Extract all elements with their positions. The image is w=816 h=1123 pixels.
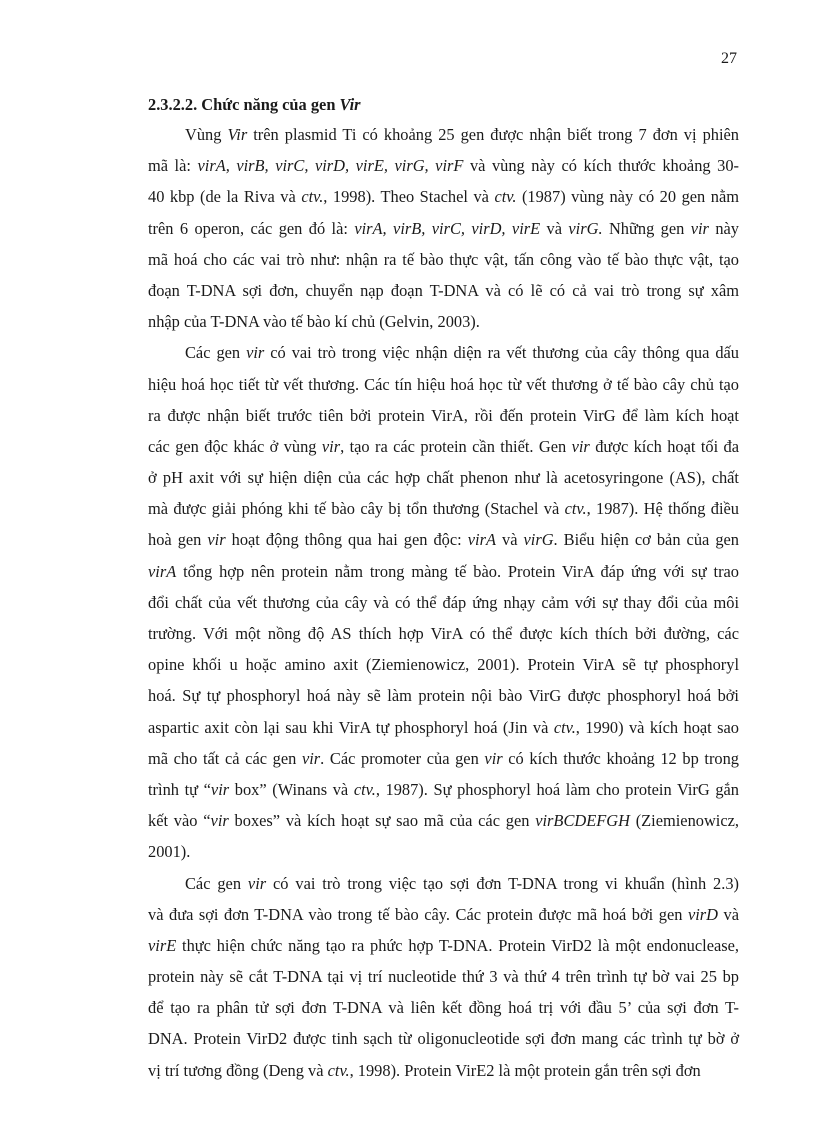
text-run: hoạt động thông qua hai gen độc:	[225, 530, 468, 550]
italic-text: virBCDEFGH	[535, 811, 630, 831]
text-run: và	[540, 218, 569, 238]
text-run: trên plasmid Ti có khoảng 25 gen được nhận biết trong 7 đơn vị phiên	[247, 125, 740, 144]
text-run: trên 6 operon, các gen đó là:	[148, 218, 355, 238]
text-run: , 1998). Protein VirE2 là một protein gắn trên sợi đơn	[349, 1060, 701, 1080]
text-line	[148, 244, 739, 275]
italic-text: vir	[210, 779, 230, 799]
text-run: aspartic axit còn lại sau khi VirA tự phosphoryl hoá (Jin và	[148, 717, 554, 737]
text-run: và vùng này có kích thước khoảng 30-	[463, 156, 739, 176]
italic-text: vir	[210, 811, 229, 831]
text-line	[148, 961, 739, 992]
text-line	[148, 462, 739, 493]
text-line	[148, 181, 739, 212]
text-line	[148, 337, 739, 368]
italic-text: ctv.	[301, 187, 324, 207]
text-run: mã hoá cho các vai trò như: nhận ra tế bào thực vật, tấn công vào tế bào thực vật, tạo	[148, 249, 739, 269]
italic-text: vir	[207, 530, 226, 550]
text-line	[148, 119, 739, 150]
italic-text: vir	[321, 436, 341, 456]
text-line	[148, 680, 739, 711]
text-run: trình tự “	[148, 779, 211, 799]
italic-text: vir	[484, 748, 503, 768]
text-run: DNA. Protein VirD2 được tinh sạch từ oligonucleotide sợi đơn mang các trình tự bờ ở	[148, 1029, 739, 1049]
text-run: opine khối u hoặc amino axit (Ziemienowicz, 2001). Protein VirA sẽ tự phosphoryl	[148, 655, 739, 675]
text-line	[148, 493, 739, 524]
section-heading-text: Chức năng của gen	[201, 95, 336, 114]
italic-text: virG	[523, 530, 554, 550]
text-line	[148, 774, 739, 805]
text-run: được kích hoạt tối đa	[589, 436, 739, 456]
text-line	[148, 1023, 739, 1054]
text-run: hoà gen	[148, 530, 208, 550]
section-heading	[148, 90, 739, 119]
italic-text: vir	[571, 436, 590, 456]
text-run: và	[718, 904, 739, 924]
italic-text: virA	[467, 530, 496, 550]
text-line	[148, 618, 739, 649]
text-run: kết vào “	[148, 811, 211, 831]
italic-text: virE	[148, 935, 177, 955]
paragraph	[148, 119, 739, 337]
text-run: và đưa sợi đơn T-DNA vào trong tế bào cây. Các protein được mã hoá bởi gen	[148, 904, 688, 924]
text-run: hiệu hoá học tiết từ vết thương. Các tín hiệu hoá học từ vết thương ở tế bào cây chủ tạo	[148, 374, 739, 394]
text-line	[148, 712, 739, 743]
section-body	[148, 90, 739, 1086]
text-line	[148, 275, 739, 306]
text-line	[148, 805, 739, 836]
italic-text: vir	[690, 218, 709, 238]
text-run: có kích thước khoảng 12 bp trong	[502, 748, 739, 768]
text-run: , tạo ra các protein cần thiết. Gen	[340, 436, 572, 456]
text-run: các gen độc khác ở vùng	[148, 436, 322, 456]
italic-text: vir	[247, 873, 267, 893]
text-line	[148, 587, 739, 618]
text-run: protein này sẽ cắt T-DNA tại vị trí nucleotide thứ 3 và thứ 4 trên trình tự bờ vai 25 bp	[148, 967, 739, 987]
italic-text: vir	[301, 748, 321, 768]
text-line	[148, 400, 739, 431]
text-line	[148, 306, 739, 337]
italic-text: ctv.	[564, 499, 587, 519]
text-run: , 1990) và kích hoạt sao	[575, 717, 739, 737]
italic-text: virA, virB, virC, virD, virE	[354, 218, 541, 238]
text-run: này	[708, 218, 739, 238]
text-line	[148, 556, 739, 587]
text-line	[148, 1055, 739, 1086]
text-run: ra được nhận biết trước tiên bởi protein VirA, rồi đến protein VirG để làm kích hoạt	[148, 405, 739, 425]
text-run: mã cho tất cả các gen	[148, 748, 302, 768]
text-line	[148, 930, 739, 961]
text-run: . Biểu hiện cơ bản của gen	[553, 530, 739, 550]
text-run: đoạn T-DNA sợi đơn, chuyển nạp đoạn T-DNA và có lẽ có cả vai trò trong sự xâm	[148, 280, 739, 300]
text-run: , 1987). Sự phosphoryl hoá làm cho protein VirG gắn	[375, 779, 739, 799]
text-line	[148, 213, 739, 244]
text-run: và	[495, 530, 524, 550]
italic-text: ctv.	[494, 187, 517, 207]
text-run: Những gen	[602, 218, 691, 238]
italic-text: virA, virB, virC, virD, virE, virG, virF	[197, 156, 464, 176]
text-run: Các gen	[185, 343, 247, 363]
page-number: 27	[721, 50, 737, 67]
text-run: (1987) vùng này có 20 gen nằm	[516, 187, 739, 207]
text-run: ở pH axit với sự hiện diện của các hợp chất phenon như là acetosyringone (AS), chất	[148, 468, 739, 488]
text-run: để tạo ra phân tử sợi đơn T-DNA và liên kết đồng hoá trị với đầu 5’ của sợi đơn T-	[148, 998, 739, 1018]
italic-text: Vir	[227, 125, 248, 144]
text-line	[148, 431, 739, 462]
italic-text: virA	[148, 561, 177, 581]
italic-text: ctv.	[353, 779, 376, 799]
text-line	[148, 992, 739, 1023]
section-heading-number: 2.3.2.2.	[148, 95, 198, 114]
text-line	[148, 836, 739, 867]
text-line	[148, 524, 739, 555]
text-run: Vùng	[185, 125, 228, 144]
text-run: hoá. Sự tự phosphoryl hoá này sẽ làm protein nội bào VirG được phosphoryl hoá bởi	[148, 686, 739, 706]
paragraphs	[148, 119, 739, 1086]
paragraph	[148, 868, 739, 1086]
text-run: nhập của T-DNA vào tế bào kí chủ (Gelvin, 2003).	[148, 312, 480, 332]
text-run: mã là:	[148, 156, 198, 176]
text-run: 40 kbp (de la Riva và	[148, 187, 302, 207]
italic-text: virD	[687, 904, 718, 924]
text-run: trường. Với một nồng độ AS thích hợp VirA có thể được kích thích bởi đường, các	[148, 624, 739, 643]
text-run: . Các promoter của gen	[320, 748, 485, 768]
text-run: thực hiện chức năng tạo ra phức hợp T-DNA. Protein VirD2 là một endonuclease,	[176, 935, 739, 955]
text-run: có vai trò trong việc tạo sợi đơn T-DNA trong vi khuẩn (hình 2.3)	[266, 873, 740, 893]
text-line	[148, 899, 739, 930]
text-line	[148, 868, 739, 899]
text-run: có vai trò trong việc nhận diện ra vết thương của cây thông qua dấu	[264, 343, 740, 363]
italic-text: ctv.	[327, 1060, 350, 1080]
italic-text: ctv.	[553, 717, 576, 737]
text-run: mà được giải phóng khi tế bào cây bị tổn thương (Stachel và	[148, 499, 565, 519]
text-line	[148, 369, 739, 400]
section-heading-italic: Vir	[339, 95, 361, 114]
text-run: box” (Winans và	[229, 779, 354, 799]
text-line	[148, 743, 739, 774]
italic-text: vir	[246, 343, 265, 363]
text-run: boxes” và kích hoạt sự sao mã của các gen	[228, 811, 536, 831]
text-line	[148, 649, 739, 680]
text-run: (Ziemienowicz,	[629, 811, 739, 831]
text-run: đổi chất của vết thương của cây và có thể đáp ứng nhạy cảm với sự thay đổi của môi	[148, 592, 739, 612]
text-run: Các gen	[185, 873, 248, 893]
text-run: 2001).	[148, 842, 191, 862]
paragraph	[148, 337, 739, 867]
text-line	[148, 150, 739, 181]
text-run: , 1998). Theo Stachel và	[323, 187, 495, 207]
italic-text: virG.	[568, 218, 603, 238]
text-run: , 1987). Hệ thống điều	[586, 499, 739, 519]
text-run: vị trí tương đồng (Deng và	[148, 1060, 328, 1080]
text-run: tổng hợp nên protein nằm trong màng tế bào. Protein VirA đáp ứng với sự trao	[176, 561, 739, 581]
